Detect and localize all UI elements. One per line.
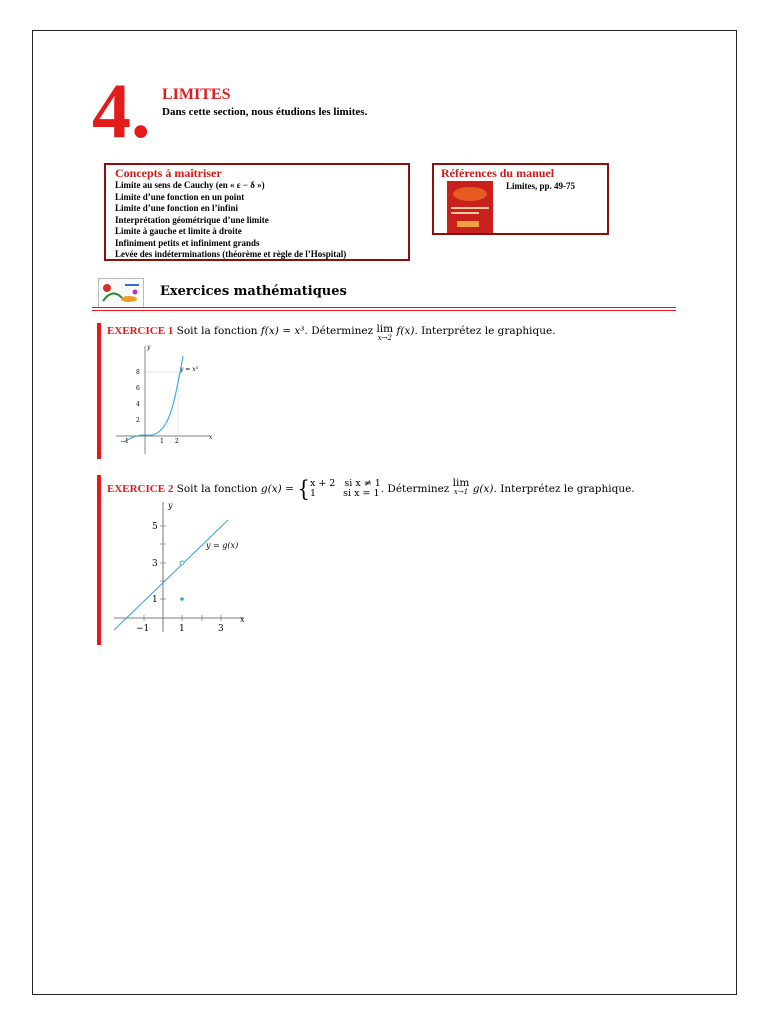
- x-tick-label: −1: [120, 438, 129, 445]
- exercise-2-text: . Interprétez le graphique.: [493, 483, 635, 495]
- exercise-2-text: . Déterminez: [380, 483, 453, 495]
- concept-item: Interprétation géométrique d’une limite: [115, 214, 269, 225]
- limit-expression: g(x): [469, 483, 494, 495]
- exercise-1-graph: [112, 342, 216, 458]
- y-tick-label: 5: [152, 522, 158, 532]
- piecewise-cases: x + 2 si x ≠ 1 1 si x = 1: [309, 478, 381, 499]
- concept-item: Limite d’une fonction en l’infini: [115, 203, 239, 213]
- y-axis-label: y: [168, 501, 173, 510]
- exercise-1-text: Soit la fonction: [173, 325, 261, 337]
- exercise-1-text: . Interprétez le graphique.: [414, 325, 556, 337]
- heading-rule: [92, 310, 676, 311]
- exercise-1-function: f(x) = x³: [260, 325, 305, 337]
- section-subtitle: Dans cette section, nous étudions les limites.: [162, 106, 368, 118]
- concept-item: Infiniment petits et infiniment grands: [115, 237, 260, 248]
- x-axis-label: x: [240, 615, 245, 624]
- exercise-2-label: EXERCICE 2: [107, 483, 174, 495]
- curve-label: y = g(x): [206, 541, 239, 550]
- textbook-cover-image: [447, 181, 493, 233]
- x-tick-label: 2: [175, 438, 179, 445]
- concepts-box: [104, 163, 410, 261]
- exercise-2-text: Soit la fonction: [173, 483, 261, 495]
- concepts-list: [115, 180, 408, 261]
- limit-operator: lim x→2: [376, 323, 394, 342]
- exercise-2-function-lhs: g(x) =: [260, 483, 298, 495]
- x-tick-label: 1: [179, 624, 185, 634]
- exercise-1-statement: [107, 325, 556, 343]
- exercises-heading: Exercices mathématiques: [160, 284, 347, 299]
- references-title: Références du manuel: [441, 166, 555, 180]
- exercise-1-label: EXERCICE 1: [107, 325, 174, 337]
- y-tick-label: 6: [136, 385, 140, 392]
- limit-operator: lim x→1: [452, 477, 470, 496]
- exercise-2-bar: [97, 475, 101, 645]
- concept-item: Limite à gauche et limite à droite: [115, 226, 242, 236]
- limit-expression: f(x): [393, 325, 415, 337]
- exercise-2-graph: [112, 500, 252, 634]
- concept-item: Limite au sens de Cauchy (en « ε − δ »): [115, 180, 265, 190]
- piecewise-brace: {: [297, 475, 310, 503]
- x-tick-label: −1: [136, 624, 150, 634]
- exercises-icon: [98, 278, 144, 308]
- y-tick-label: 4: [136, 401, 140, 408]
- open-point-marker: [180, 561, 184, 565]
- y-axis-label: y: [147, 344, 151, 351]
- concepts-title: Concepts à maîtriser: [115, 166, 222, 180]
- y-tick-label: 8: [136, 369, 140, 376]
- exercise-1-bar: [97, 323, 101, 459]
- curve-label: y = x³: [180, 366, 199, 373]
- y-tick-label: 2: [136, 417, 140, 424]
- section-title: LIMITES: [162, 86, 231, 103]
- y-tick-label: 1: [152, 595, 158, 605]
- exercise-2-statement: [107, 475, 635, 503]
- concept-item: Limite d’une fonction en un point: [115, 191, 245, 202]
- x-tick-label: 3: [218, 624, 224, 634]
- concept-item: Levée des indéterminations (théorème et règle de l’Hospital): [115, 249, 347, 259]
- x-axis-label: x: [209, 434, 213, 441]
- y-tick-label: 3: [152, 559, 158, 569]
- heading-rule: [92, 307, 676, 308]
- x-tick-label: 1: [160, 438, 164, 445]
- references-box: [432, 163, 609, 235]
- reference-item: Limites, pp. 49-75: [506, 181, 576, 191]
- exercise-1-text: . Déterminez: [304, 325, 377, 337]
- section-number: 4.: [92, 67, 151, 154]
- filled-point-marker: [180, 597, 184, 601]
